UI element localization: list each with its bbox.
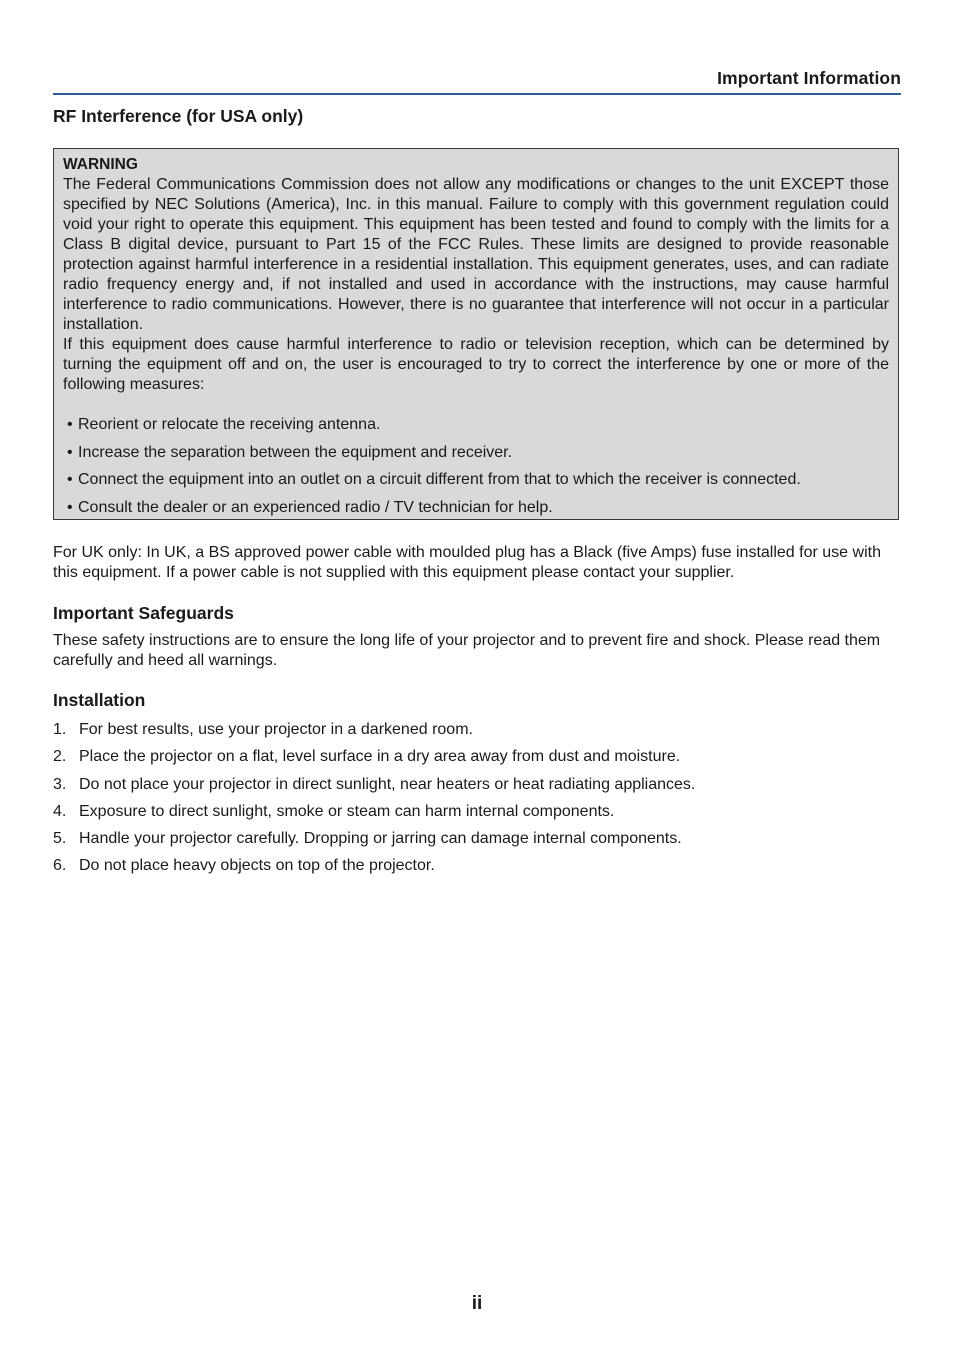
- warning-title: WARNING: [63, 156, 138, 173]
- list-item: [53, 720, 901, 740]
- list-item-text: Exposure to direct sunlight, smoke or steam can harm internal components.: [79, 802, 615, 820]
- installation-heading: Installation: [53, 690, 146, 710]
- warning-paragraph: The Federal Communications Commission does not allow any modifications or changes to the unit EXCEPT those specified by NEC Solutions (America), Inc. in this manual. Failure to comply with this government regulation could void your right to operate this equipment. This equipment has been tested and found to comply with the limits for a Class B digital device, pursuant to Part 15 of the FCC Rules. These limits are designed to provide reasonable protection against harmful interference in a residential installation. This equipment generates, uses, and can radiate radio frequency energy and, if not installed and used in accordance with the instructions, may cause harmful interference to radio communications. However, there is no guarantee that interference will not occur in a particular installation.: [63, 176, 889, 333]
- list-item: [67, 415, 889, 435]
- bullet-icon: •: [67, 416, 73, 433]
- bullet-icon: •: [67, 443, 73, 461]
- bullet-icon: •: [67, 471, 73, 488]
- list-item-number: 1.: [53, 721, 67, 738]
- warning-paragraph: If this equipment does cause harmful interference to radio or television reception, which can be determined by turning the equipment off and on, the user is encouraged to try to correct the interference by one or more of the following measures:: [63, 336, 889, 393]
- list-item: [67, 498, 889, 518]
- list-item-text: Do not place heavy objects on top of the projector.: [79, 857, 435, 875]
- list-item-number: 3.: [53, 775, 67, 793]
- page-header-title: Important Information: [717, 68, 901, 88]
- list-item: [67, 470, 889, 490]
- list-item-text: Increase the separation between the equipment and receiver.: [78, 443, 513, 461]
- list-item: [53, 747, 901, 767]
- list-item: [53, 775, 901, 795]
- list-item-number: 5.: [53, 830, 67, 848]
- header-rule: [53, 93, 901, 95]
- list-item: [67, 443, 889, 463]
- list-item-text: Place the projector on a flat, level surface in a dry area away from dust and moisture.: [79, 748, 681, 766]
- installation-list: [53, 720, 901, 884]
- list-item-number: 4.: [53, 802, 67, 820]
- list-item-text: Consult the dealer or an experienced radio / TV technician for help.: [78, 498, 553, 516]
- safeguards-paragraph: These safety instructions are to ensure the long life of your projector and to prevent fire and shock. Please read them carefully and heed all warnings.: [53, 632, 881, 669]
- list-item-text: Reorient or relocate the receiving antenna.: [78, 416, 381, 433]
- warning-measures-list: [63, 415, 889, 518]
- list-item: [53, 802, 901, 822]
- important-safeguards-heading: Important Safeguards: [53, 603, 234, 623]
- page-number: ii: [471, 1293, 483, 1314]
- list-item-number: 6.: [53, 857, 67, 875]
- list-item-text: Connect the equipment into an outlet on a circuit different from that to which the receiver is connected.: [78, 471, 801, 488]
- warning-box: [53, 148, 899, 520]
- rf-interference-heading: RF Interference (for USA only): [53, 106, 304, 126]
- list-item-number: 2.: [53, 748, 67, 766]
- list-item-text: Handle your projector carefully. Dropping or jarring can damage internal components.: [79, 830, 682, 848]
- list-item: [53, 856, 901, 876]
- uk-note-paragraph: For UK only: In UK, a BS approved power cable with moulded plug has a Black (five Amps) fuse installed for use with this equipment. If a power cable is not supplied with this equipment please contact your supplier.: [53, 544, 881, 581]
- list-item-text: Do not place your projector in direct sunlight, near heaters or heat radiating appliances.: [79, 775, 696, 793]
- bullet-icon: •: [67, 498, 73, 516]
- list-item: [53, 829, 901, 849]
- list-item-text: For best results, use your projector in a darkened room.: [79, 721, 473, 738]
